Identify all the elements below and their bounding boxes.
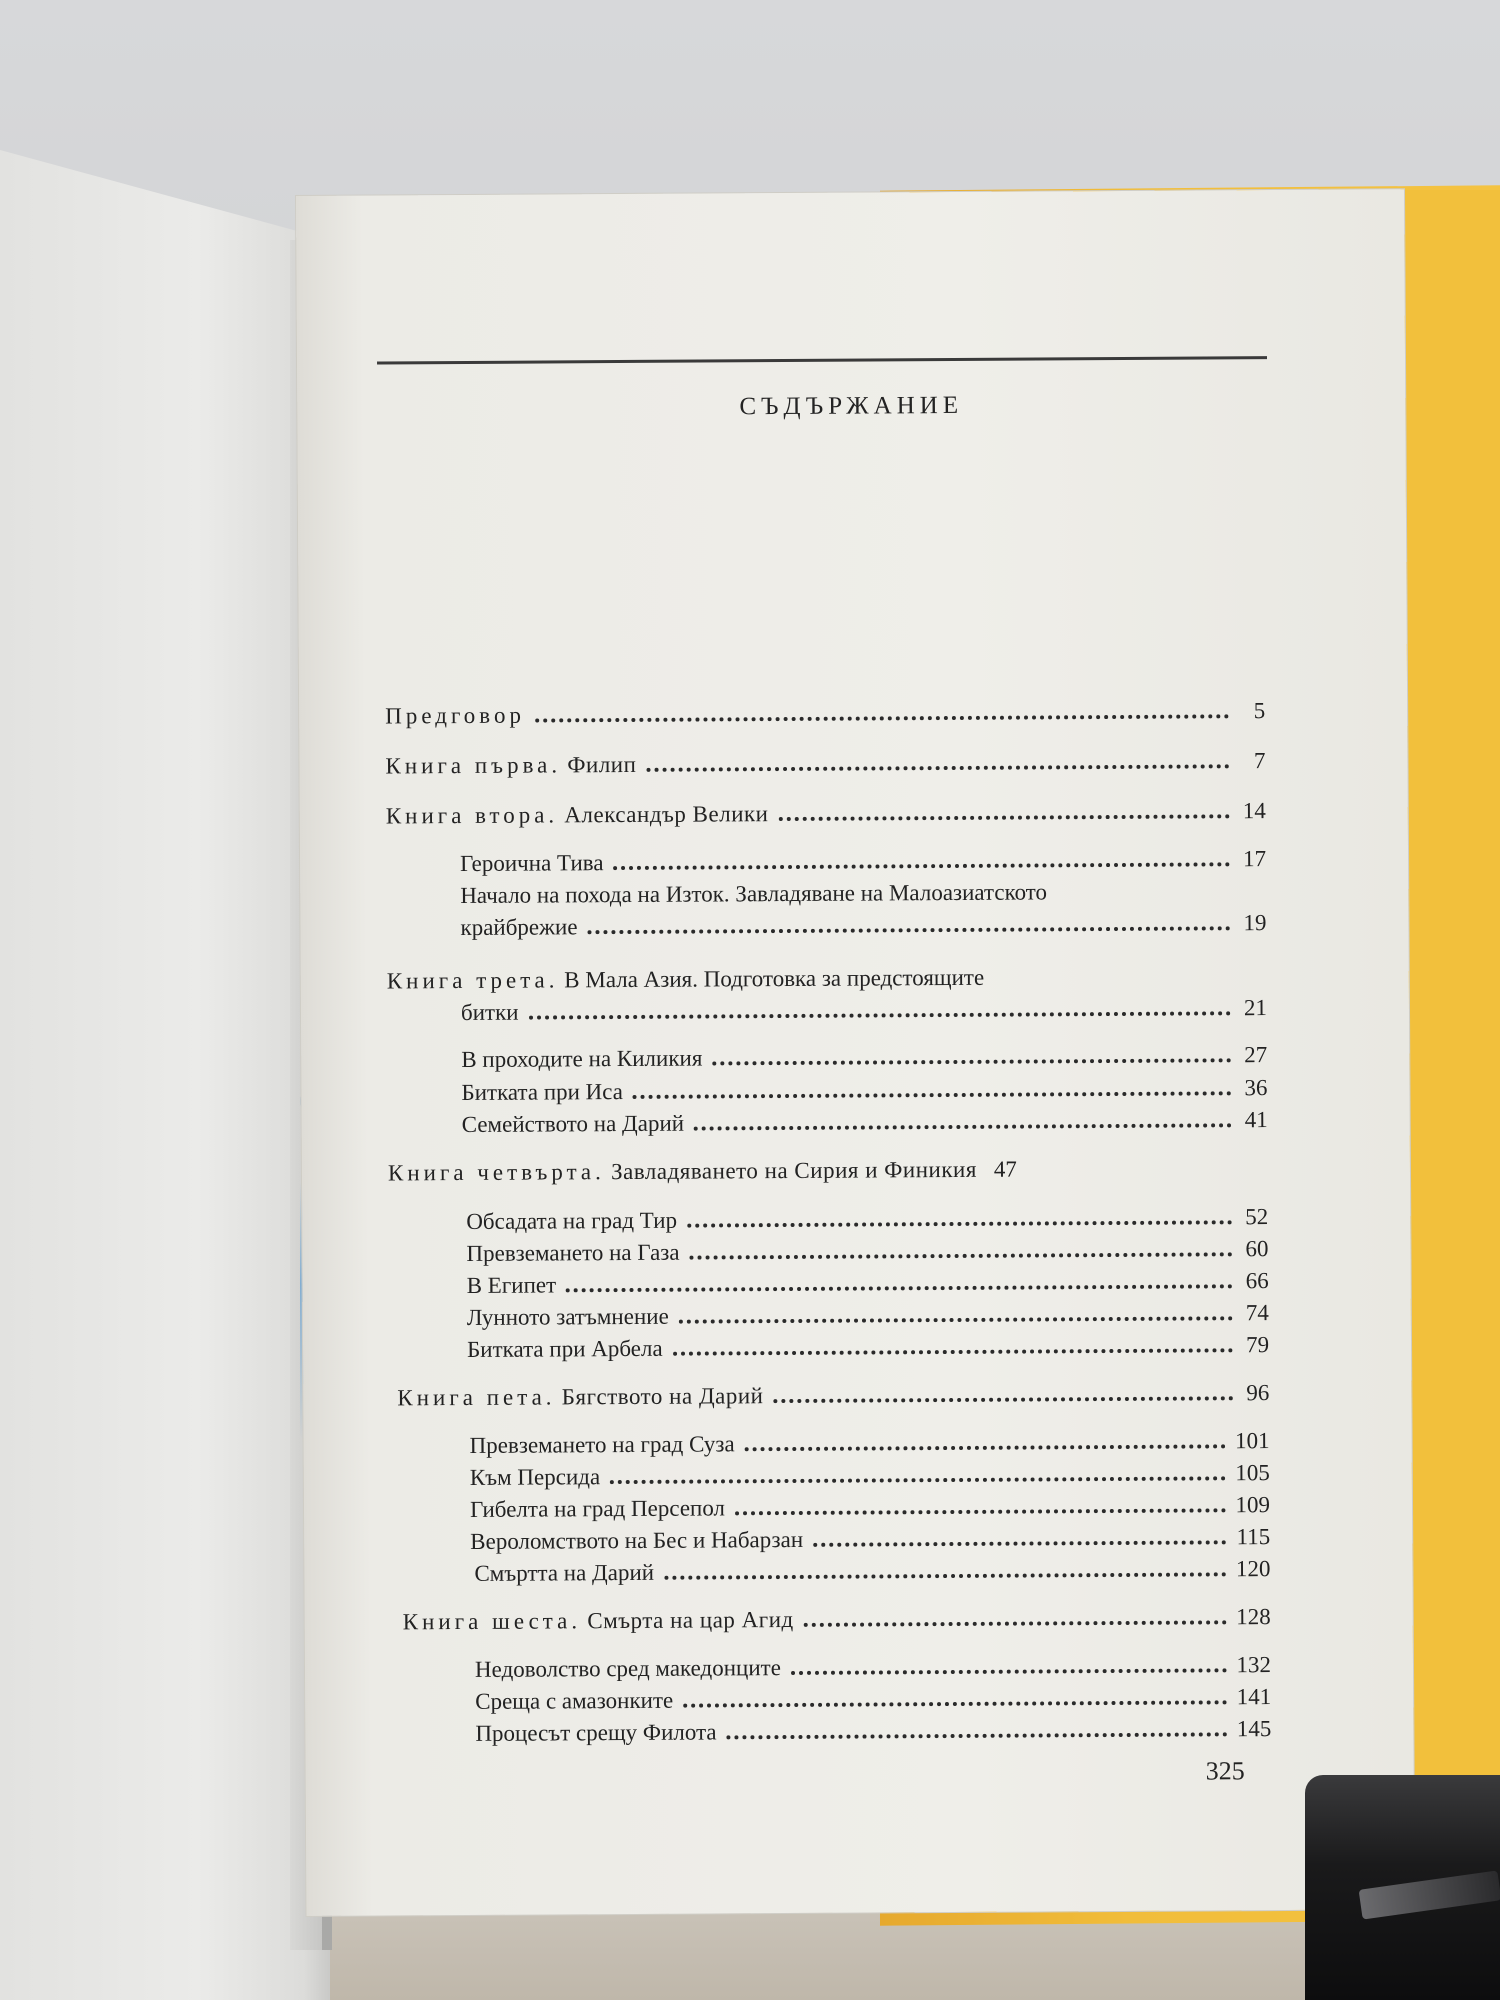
- dot-leader: [566, 1278, 1233, 1292]
- toc-entry: [388, 1155, 1268, 1186]
- toc-entry: [475, 1684, 1271, 1715]
- dot-leader: [778, 808, 1229, 821]
- toc-page-number: 17: [1242, 846, 1267, 872]
- dot-leader: [745, 1438, 1226, 1451]
- toc-entry: [385, 698, 1265, 729]
- toc-entry-title: Семейството на Дарий: [461, 1110, 685, 1138]
- toc-page-number: 27: [1244, 1042, 1268, 1068]
- toc-entry: [460, 846, 1266, 877]
- page-title: СЪДЪРЖАНИЕ: [739, 391, 964, 421]
- toc-entry-title: крайбрежие: [460, 914, 578, 941]
- toc-entry-title: Битката при Арбела: [466, 1335, 663, 1362]
- toc-page-number: 128: [1236, 1604, 1271, 1630]
- table-of-contents: [296, 189, 1414, 1916]
- toc-entry: [461, 1075, 1267, 1106]
- dust-jacket-flap: [1400, 190, 1500, 1890]
- toc-entry-title: Превземането на град Суза: [469, 1431, 735, 1458]
- toc-entry-title: Книга първа. Филип: [385, 751, 637, 779]
- toc-entry: [470, 1492, 1270, 1523]
- toc-entry-title: В проходите на Киликия: [461, 1045, 703, 1073]
- toc-entry-title: Битката при Иса: [461, 1079, 624, 1106]
- toc-page-number: 14: [1242, 798, 1266, 824]
- toc-page-number: 41: [1244, 1107, 1268, 1133]
- toc-page-number: 145: [1236, 1716, 1272, 1742]
- toc-entry: [466, 1236, 1268, 1267]
- toc-entry: [467, 1332, 1269, 1363]
- toc-entry-title: Към Персида: [469, 1464, 601, 1490]
- toc-entry-title: Процесът срещу Филота: [475, 1719, 717, 1746]
- left-page: [0, 150, 330, 2000]
- dot-leader: [587, 920, 1230, 934]
- toc-entry-title: Книга втора. Александър Велики: [385, 801, 769, 829]
- toc-entry-title: Вероломството на Бес и Набарзан: [470, 1526, 804, 1554]
- toc-entry: [466, 1204, 1268, 1235]
- toc-page-number: 47: [993, 1156, 1017, 1182]
- toc-entry: [475, 1652, 1271, 1683]
- toc-entry: [470, 1428, 1270, 1459]
- dot-leader: [735, 1502, 1226, 1515]
- toc-page-number: 60: [1245, 1236, 1269, 1262]
- toc-entry: [385, 748, 1265, 779]
- toc-entry-title: Гибелта на град Персепол: [469, 1495, 726, 1522]
- toc-entry: [397, 1380, 1269, 1411]
- toc-entry: [467, 1300, 1269, 1331]
- toc-page-number: 7: [1253, 748, 1266, 774]
- dot-leader: [687, 1214, 1232, 1227]
- toc-entry-title: Смъртта на Дарий: [474, 1559, 655, 1586]
- toc-page-number: 66: [1245, 1268, 1269, 1294]
- toc-page-number: 132: [1236, 1652, 1272, 1678]
- dot-leader: [673, 1342, 1233, 1355]
- toc-entry-title: Лунното затъмнение: [466, 1303, 669, 1330]
- toc-page-number: 96: [1246, 1380, 1270, 1406]
- toc-entry-title: Недоволство сред македонците: [474, 1655, 781, 1682]
- dot-leader: [683, 1694, 1227, 1707]
- dot-leader: [694, 1117, 1232, 1130]
- toc-page-number: 79: [1245, 1332, 1270, 1358]
- toc-entry-title: Среща с амазонките: [475, 1687, 674, 1714]
- toc-entry: [461, 1042, 1267, 1073]
- dot-leader: [791, 1662, 1227, 1675]
- toc-entry: [475, 1716, 1271, 1747]
- toc-entry-title-line: Начало на похода на Изток. Завладяване на Малоазиатското: [460, 879, 1048, 909]
- toc-entry: [467, 1268, 1269, 1299]
- toc-page-number: 101: [1235, 1428, 1270, 1454]
- toc-entry-title: Превземането на Газа: [466, 1239, 680, 1266]
- dot-leader: [712, 1052, 1231, 1065]
- toc-page-number: 105: [1235, 1460, 1270, 1486]
- toc-entry: [403, 1604, 1271, 1635]
- contents-page: [296, 189, 1414, 1916]
- toc-entry-title: Книга четвърта. Завладяването на Сирия и Финикия: [387, 1156, 977, 1186]
- toc-page-number: 120: [1235, 1556, 1271, 1582]
- dot-leader: [727, 1726, 1227, 1739]
- toc-entry: [470, 1524, 1270, 1555]
- dot-leader: [679, 1310, 1233, 1323]
- toc-entry: [461, 995, 1267, 1026]
- toc-page-number: 19: [1243, 910, 1267, 936]
- toc-entry: [474, 1556, 1270, 1587]
- toc-page-number: 74: [1245, 1300, 1269, 1326]
- dot-leader: [804, 1614, 1227, 1627]
- toc-page-number: 115: [1236, 1524, 1271, 1550]
- toc-entry-title: Героична Тива: [460, 850, 604, 877]
- toc-entry: [470, 1460, 1270, 1491]
- toc-entry-title: Книга пета. Бягството на Дарий: [397, 1383, 764, 1411]
- toc-page-number: 21: [1243, 995, 1268, 1021]
- toc-entry-title: Предговор: [385, 702, 526, 729]
- toc-page-number: 141: [1236, 1684, 1272, 1710]
- dot-leader: [646, 758, 1229, 772]
- toc-entry-title: В Египет: [466, 1272, 557, 1298]
- toc-entry: [460, 910, 1266, 941]
- toc-entry-title-line: Книга трета. В Мала Азия. Подготовка за предстоящите: [386, 964, 985, 994]
- toc-entry: [386, 798, 1266, 829]
- toc-entry-title: битки: [460, 999, 519, 1026]
- dot-leader: [813, 1534, 1227, 1547]
- toc-entry-title: Книга шеста. Смърта на цар Агид: [402, 1606, 794, 1635]
- dot-leader: [633, 1085, 1232, 1099]
- dot-leader: [535, 708, 1229, 722]
- toc-entry: [462, 1107, 1268, 1138]
- toc-page-number: 36: [1244, 1075, 1268, 1101]
- dot-leader: [614, 856, 1231, 870]
- toc-entry-title: Обсадата на град Тир: [466, 1207, 678, 1234]
- toc-page-number: 52: [1245, 1204, 1269, 1230]
- dot-leader: [610, 1470, 1225, 1484]
- dot-leader: [529, 1005, 1232, 1019]
- toc-page-number: 109: [1235, 1492, 1271, 1518]
- toc-page-number: 5: [1253, 698, 1266, 724]
- dot-leader: [664, 1566, 1226, 1579]
- dot-leader: [690, 1246, 1233, 1259]
- dot-leader: [773, 1390, 1233, 1403]
- page-number: 325: [1205, 1756, 1245, 1786]
